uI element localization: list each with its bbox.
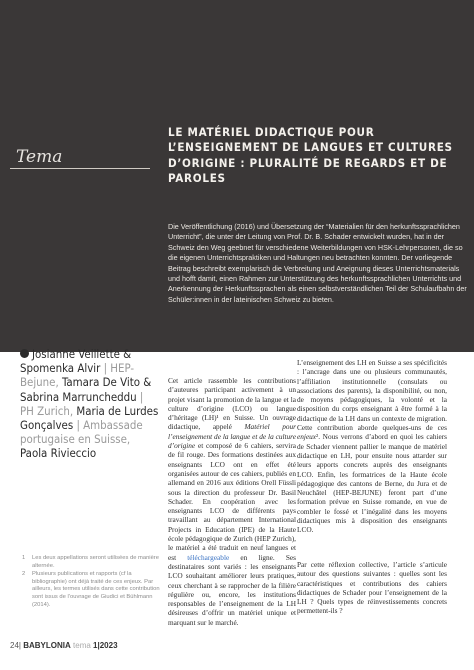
author-name: Paola Rivieccio bbox=[20, 446, 97, 461]
footnote-number: 1 bbox=[22, 555, 26, 561]
emphasis-text: enjeux bbox=[297, 432, 317, 442]
body-text: L’enseignement des LH en Suisse a ses spécificités : l’ancrage dans une ou plusieurs communautés, l’affiliation institutionnelle (consulats ou associations des parents), la disponibilité, ou non, de moyens pédagogiques, la volonté et la disposition du corps enseignant à être formé à la didactique de la LH dans un contexte de migration. Cette contribution aborde quelques-uns de ces bbox=[297, 358, 447, 433]
abstract: Die Veröffentlichung (2016) und Übersetzung der “Materialien für den herkunftssprachlichen Unterricht”, die unter der Leitung von Prof. Dr. B. Schader entwickelt wurden, hat in der Schweiz den Weg geebnet für verschiedene Weiterbildungen von HSK-Lehrpersonen, die so die eigenen Unterrichtspraktiken und Haltungen neu betrachten konnten. Der vorliegende Beitrag beschreibt exemplarisch die Verbreitung und Aneignung dieses Unterrichtsmaterials und hofft damit, einen Rahmen zur Unterstützung des herkunftssprachlichen Unterrichts und Anerkennung der Herkunftssprachen als einen selbstverständlichen Teil der Schulaufbahn der Schüler:innen in der lateinischen Schweiz zu bieten. bbox=[168, 222, 467, 304]
author-name: Josianne Veillette & Spomenka Alvir bbox=[20, 347, 132, 376]
section-label: Tema bbox=[16, 147, 63, 167]
footnote bbox=[22, 571, 162, 609]
author-affiliation: | Ambassade portugaise en Suisse, bbox=[20, 418, 143, 447]
authors-block bbox=[20, 347, 160, 461]
body-text: en ligne. Ses destinataires sont variés : les enseignants LCO souhaitant améliorer leurs pratiques, ceux cherchant à se rapprocher de la filière régulière ou, encore, les institutions responsables de l’enseignement de la LH désireuses d’offrir un matériel unique et marquant sur le marché. bbox=[168, 552, 296, 627]
book-title: Matériel pour l’enseignement de la langue et de la culture d’origine bbox=[168, 422, 296, 451]
body-text: et composé de 6 cahiers, servira de fil rouge. Des formations destinées aux enseignants LCO ont en effet été organisées autour de ces cahiers, publiés en allemand en 2016 aux éditions Orell Füssli sous la direction du professeur Dr. Basil Schader. En coopération avec les enseignants LCO de différents pays travaillant au département International Projects in Education (IPE) de la Haute école pédagogique de Zurich (HEP Zurich), le matériel a été traduit en neuf langues et est bbox=[168, 441, 296, 562]
author-name: Maria de Lurdes Gonçalves bbox=[20, 403, 159, 433]
article-title: LE MATÉRIEL DIDACTIQUE POUR L’ENSEIGNEMENT DE LANGUES ET CULTURES D’ORIGINE : PLURALITÉ DE REGARDS ET DE PAROLES bbox=[168, 125, 453, 186]
footer-section: tema bbox=[73, 641, 91, 650]
author-affiliation: | HEP-Bejune, bbox=[20, 361, 135, 390]
page-footer: 24| BABYLONIA tema 1|2023 bbox=[10, 641, 118, 650]
author-name: Tamara De Vito & Sabrina Marruncheddu bbox=[20, 375, 152, 404]
download-link[interactable]: téléchargeable bbox=[187, 552, 230, 562]
bullet-dot-icon bbox=[20, 349, 29, 358]
footnote-number: 2 bbox=[22, 571, 26, 578]
footnote bbox=[22, 555, 162, 570]
body-column-2-paragraph-2: Par cette réflexion collective, l’article s’articule autour des questions suivantes : quelles sont les caractéristiques et contributions des cahiers didactiques de Schader pour l’enseignement de la LH ? Quels types de réinvestissements concrets permettent-ils ? bbox=[297, 560, 447, 616]
body-column-1 bbox=[168, 376, 296, 627]
page-number: 24 bbox=[10, 641, 19, 650]
footnotes bbox=[22, 555, 162, 610]
author-affiliation: | PH Zurich, bbox=[20, 389, 144, 418]
section-divider bbox=[10, 168, 150, 169]
body-text: ². Nous verrons d’abord en quoi les cahiers de Schader viennent pallier le manque de matériel didactique en LH, pour ensuite nous attarder sur leurs apports concrets auprès des enseignants LCO. Enfin, les formatrices de la Haute école pédagogique des cantons de Berne, du Jura et de Neuchâtel (HEP-BEJUNE) feront part d’une formation prévue en Suisse romande, en vue de combler le fossé et l’inégalité dans les moyens didactiques mis à disposition des enseignants LCO. bbox=[297, 432, 447, 535]
body-text: Cet article rassemble les contributions d’auteures participant activement à un projet visant la promotion de la langue et la culture d’origine (LCO) ou langue d’héritage (LH)¹ en Suisse. Un ouvrage didactique, appelé bbox=[168, 376, 296, 432]
footnote-text: Plusieurs publications et rapports (cf la bibliographie) ont déjà traité de ces enjeux. Par ailleurs, les termes utilisés dans cette contribution sont issus de l’ouvrage de Giudici et Bühlmann (2014). bbox=[32, 571, 160, 608]
footnote-text: Les deux appellations seront utilisées de manière alternée. bbox=[32, 555, 159, 569]
issue-number: 1|2023 bbox=[93, 641, 118, 650]
magazine-brand: BABYLONIA bbox=[23, 641, 71, 650]
body-column-2 bbox=[297, 358, 447, 535]
